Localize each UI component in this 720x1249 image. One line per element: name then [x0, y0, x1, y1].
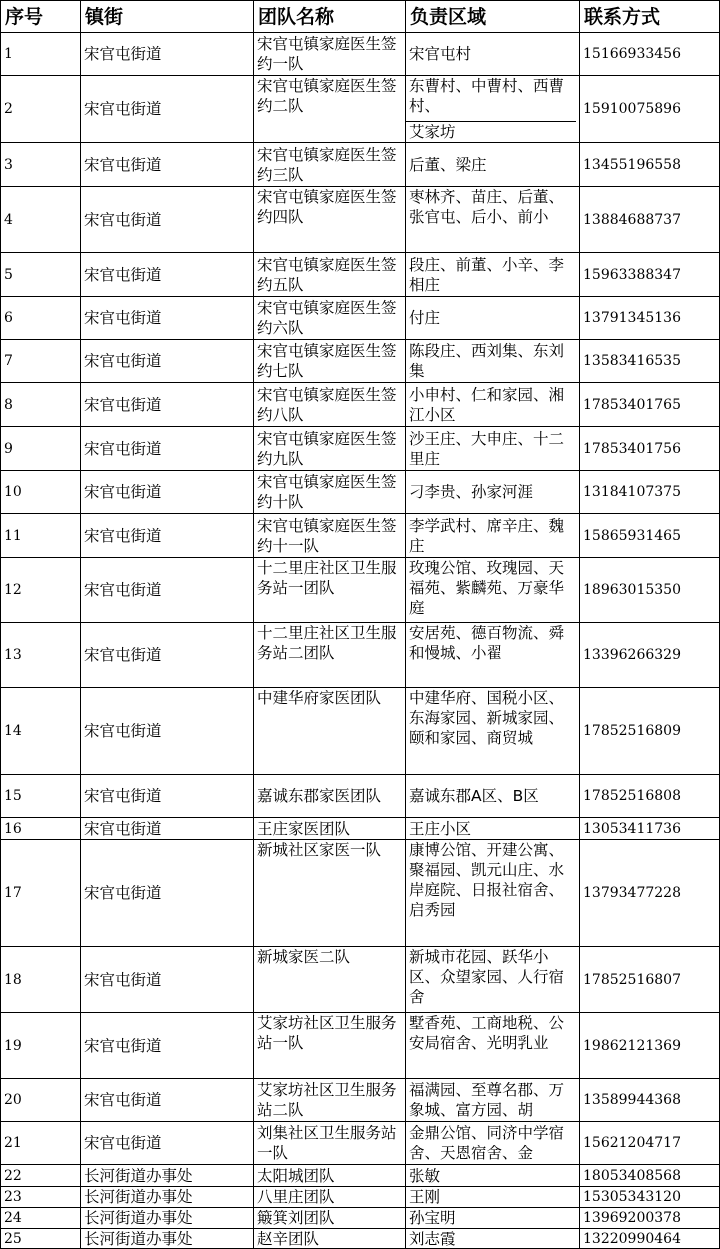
- contact-phone-text: 13969200378: [583, 1210, 681, 1226]
- table-cell-team-name: [254, 688, 406, 775]
- table-cell-service-area: [406, 340, 580, 383]
- table-cell-contact-phone: [580, 340, 720, 383]
- table-cell-service-area: [406, 143, 580, 187]
- contact-phone-text: 15305343120: [583, 1189, 681, 1205]
- table-cell-service-area: [406, 297, 580, 340]
- table-cell-service-area: [406, 1122, 580, 1165]
- table-cell-contact-phone: [580, 187, 720, 253]
- table-cell-contact-phone: [580, 76, 720, 143]
- table-cell-contact-phone: [580, 253, 720, 297]
- table-cell-row-number: [0, 33, 81, 76]
- contact-phone-text: 17853401756: [583, 440, 681, 457]
- table-cell-team-name: [254, 1013, 406, 1079]
- table-cell-service-area: [406, 840, 580, 947]
- service-area-text: 王刚: [409, 1188, 441, 1206]
- street-text: 宋官屯街道: [84, 265, 162, 284]
- header-contact-phone: [580, 0, 720, 33]
- table-cell-contact-phone: [580, 427, 720, 471]
- table-cell-street: [81, 688, 254, 775]
- header-label: 团队名称: [258, 5, 335, 28]
- table-cell-street: [81, 471, 254, 514]
- team-name-text: 宋官屯镇家庭医生签约八队: [257, 385, 397, 424]
- service-area-text: 小申村、仁和家园、湘江小区: [409, 385, 565, 424]
- contact-phone-text: 17853401765: [583, 396, 681, 413]
- row-number-text: 23: [4, 1189, 22, 1205]
- table-cell-street: [81, 1013, 254, 1079]
- table-cell-service-area: [406, 383, 580, 427]
- table-cell-team-name: [254, 340, 406, 383]
- row-number-text: 20: [4, 1092, 22, 1108]
- service-area-text: 王庄小区: [409, 819, 472, 838]
- contact-phone-text: 13589944368: [583, 1092, 681, 1108]
- table-cell-service-area: [406, 1013, 580, 1079]
- table-cell-team-name: [254, 1187, 406, 1208]
- table-cell-street: [81, 1229, 254, 1249]
- table-cell-contact-phone: [580, 383, 720, 427]
- team-name-text: 簸箕刘团队: [257, 1209, 335, 1227]
- header-row-number: [0, 0, 81, 33]
- table-cell-service-area: [406, 76, 580, 143]
- table-cell-service-area: [406, 427, 580, 471]
- table-cell-team-name: [254, 33, 406, 76]
- table-cell-service-area: [406, 471, 580, 514]
- table-cell-row-number: [0, 76, 81, 143]
- service-area-text: 枣林齐、苗庄、后董、张官屯、后小、前小: [409, 188, 565, 226]
- row-number-text: 3: [4, 156, 13, 173]
- table-cell-team-name: [254, 514, 406, 558]
- table-cell-service-area: [406, 688, 580, 775]
- header-street: [81, 0, 254, 33]
- table-cell-team-name: [254, 1079, 406, 1122]
- row-number-text: 14: [4, 723, 22, 739]
- header-service-area: [406, 0, 580, 33]
- street-text: 宋官屯街道: [84, 439, 162, 458]
- team-name-text: 宋官屯镇家庭医生签约七队: [257, 342, 397, 380]
- team-name-text: 新城社区家医一队: [257, 841, 382, 859]
- street-text: 长河街道办事处: [84, 1188, 193, 1206]
- team-name-text: 宋官屯镇家庭医生签约一队: [257, 35, 397, 73]
- service-area-text: 东曹村、中曹村、西曹村、: [409, 77, 565, 115]
- table-cell-street: [81, 775, 254, 818]
- row-number-text: 10: [4, 484, 22, 500]
- table-cell-contact-phone: [580, 33, 720, 76]
- table-cell-row-number: [0, 1079, 81, 1122]
- table-cell-contact-phone: [580, 143, 720, 187]
- row-number-text: 6: [4, 310, 13, 326]
- team-name-text: 艾家坊社区卫生服务站一队: [257, 1014, 397, 1052]
- table-cell-contact-phone: [580, 514, 720, 558]
- table-cell-contact-phone: [580, 297, 720, 340]
- table-cell-row-number: [0, 427, 81, 471]
- row-number-text: 18: [4, 971, 22, 988]
- street-text: 宋官屯街道: [84, 155, 162, 174]
- team-name-text: 宋官屯镇家庭医生签约二队: [257, 77, 397, 115]
- table-cell-contact-phone: [580, 1122, 720, 1165]
- row-number-text: 21: [4, 1135, 22, 1151]
- table-cell-service-area: [406, 1208, 580, 1229]
- service-area-text: 康博公馆、开建公寓、聚福园、凯元山庄、水岸庭院、日报社宿舍、启秀园: [409, 841, 565, 919]
- team-name-text: 宋官屯镇家庭医生签约九队: [257, 429, 397, 468]
- table-cell-street: [81, 33, 254, 76]
- service-area-text: 付庄: [409, 309, 441, 327]
- table-cell-street: [81, 623, 254, 688]
- contact-phone-text: 13791345136: [583, 310, 681, 326]
- street-text: 长河街道办事处: [84, 1209, 193, 1227]
- table-cell-team-name: [254, 1122, 406, 1165]
- team-name-text: 艾家坊社区卫生服务站二队: [257, 1081, 397, 1119]
- row-number-text: 13: [4, 647, 22, 663]
- table-cell-street: [81, 383, 254, 427]
- row-number-text: 2: [4, 101, 13, 117]
- header-label: 联系方式: [584, 5, 661, 28]
- service-area-text: 张敏: [409, 1166, 441, 1185]
- street-text: 宋官屯街道: [84, 1134, 162, 1152]
- team-name-text: 八里庄团队: [257, 1188, 335, 1206]
- table-cell-street: [81, 1079, 254, 1122]
- table-cell-service-area: [406, 818, 580, 840]
- contact-phone-text: 13884688737: [583, 211, 681, 228]
- row-number-text: 8: [4, 396, 13, 413]
- contact-phone-text: 15865931465: [583, 527, 681, 544]
- table-cell-row-number: [0, 340, 81, 383]
- team-name-text: 太阳城团队: [257, 1166, 335, 1185]
- contact-phone-text: 13184107375: [583, 484, 681, 500]
- header-label: 镇街: [85, 5, 124, 28]
- table-cell-team-name: [254, 840, 406, 947]
- row-number-text: 22: [4, 1167, 22, 1184]
- table-cell-service-area: [406, 1229, 580, 1249]
- street-text: 宋官屯街道: [84, 309, 162, 327]
- table-cell-team-name: [254, 775, 406, 818]
- table-cell-row-number: [0, 1165, 81, 1187]
- contact-phone-text: 13793477228: [583, 885, 681, 901]
- street-text: 宋官屯街道: [84, 526, 162, 545]
- contact-phone-text: 15963388347: [583, 266, 681, 283]
- table-cell-street: [81, 1187, 254, 1208]
- table-cell-team-name: [254, 76, 406, 143]
- street-text: 宋官屯街道: [84, 210, 162, 229]
- table-cell-team-name: [254, 187, 406, 253]
- contact-phone-text: 13053411736: [583, 820, 681, 837]
- table-cell-contact-phone: [580, 840, 720, 947]
- table-cell-street: [81, 558, 254, 623]
- street-text: 宋官屯街道: [84, 819, 162, 838]
- street-text: 宋官屯街道: [84, 884, 162, 902]
- contact-phone-text: 13396266329: [583, 647, 681, 663]
- team-name-text: 宋官屯镇家庭医生签约十队: [257, 473, 397, 511]
- street-text: 宋官屯街道: [84, 787, 162, 805]
- service-area-text: 刁李贵、孙家河涯: [409, 483, 534, 501]
- contact-phone-text: 15910075896: [583, 101, 681, 117]
- table-cell-team-name: [254, 818, 406, 840]
- service-area-extra-text: 艾家坊: [409, 123, 456, 141]
- table-cell-team-name: [254, 1208, 406, 1229]
- table-cell-service-area: [406, 1187, 580, 1208]
- service-area-text: 宋官屯村: [409, 45, 472, 63]
- row-number-text: 1: [4, 46, 13, 62]
- table-cell-row-number: [0, 1229, 81, 1249]
- team-name-text: 嘉诚东郡家医团队: [257, 787, 382, 805]
- row-number-text: 9: [4, 440, 13, 457]
- table-cell-team-name: [254, 297, 406, 340]
- table-cell-service-area: [406, 187, 580, 253]
- table-cell-contact-phone: [580, 818, 720, 840]
- street-text: 宋官屯街道: [84, 483, 162, 501]
- table-cell-service-area: [406, 775, 580, 818]
- table-cell-row-number: [0, 623, 81, 688]
- contact-phone-text: 19862121369: [583, 1037, 681, 1054]
- table-cell-team-name: [254, 253, 406, 297]
- table-cell-street: [81, 76, 254, 143]
- table-cell-row-number: [0, 818, 81, 840]
- service-area-text: 玫瑰公馆、玫瑰园、天福苑、紫麟苑、万豪华庭: [409, 559, 565, 617]
- table-cell-contact-phone: [580, 558, 720, 623]
- table-cell-team-name: [254, 427, 406, 471]
- service-area-text: 段庄、前董、小辛、李相庄: [409, 255, 565, 294]
- street-text: 宋官屯街道: [84, 1036, 162, 1055]
- team-name-text: 中建华府家医团队: [257, 689, 382, 707]
- table-cell-row-number: [0, 187, 81, 253]
- contact-phone-text: 13455196558: [583, 156, 681, 173]
- table-cell-contact-phone: [580, 1187, 720, 1208]
- street-text: 宋官屯街道: [84, 1091, 162, 1109]
- service-area-text: 金鼎公馆、同济中学宿舍、天恩宿舍、金: [409, 1124, 565, 1162]
- table-cell-service-area: [406, 253, 580, 297]
- header-label: 负责区域: [410, 5, 487, 28]
- table-cell-street: [81, 947, 254, 1013]
- service-area-text: 沙王庄、大申庄、十二里庄: [409, 429, 565, 468]
- row-number-text: 15: [4, 788, 22, 804]
- table-cell-row-number: [0, 383, 81, 427]
- table-cell-team-name: [254, 383, 406, 427]
- street-text: 宋官屯街道: [84, 395, 162, 414]
- table-cell-service-area: [406, 1165, 580, 1187]
- table-cell-team-name: [254, 947, 406, 1013]
- table-cell-row-number: [0, 143, 81, 187]
- header-team-name: [254, 0, 406, 33]
- street-text: 宋官屯街道: [84, 722, 162, 740]
- table-cell-street: [81, 340, 254, 383]
- service-area-text: 新城市花园、跃华小区、众望家园、人行宿舍: [409, 948, 565, 1006]
- table-cell-street: [81, 1165, 254, 1187]
- row-number-text: 16: [4, 820, 22, 837]
- team-name-text: 宋官屯镇家庭医生签约四队: [257, 188, 397, 226]
- service-area-text: 中建华府、国税小区、东海家园、新城家园、颐和家园、商贸城: [409, 689, 565, 747]
- table-cell-service-area: [406, 558, 580, 623]
- team-name-text: 宋官屯镇家庭医生签约十一队: [257, 516, 397, 555]
- table-cell-contact-phone: [580, 688, 720, 775]
- row-number-text: 19: [4, 1037, 22, 1054]
- service-area-text: 福满园、至尊名郡、万象城、富方园、胡: [409, 1081, 565, 1119]
- table-cell-row-number: [0, 1187, 81, 1208]
- table-cell-row-number: [0, 1122, 81, 1165]
- contact-phone-text: 15621204717: [583, 1135, 681, 1151]
- team-name-text: 宋官屯镇家庭医生签约五队: [257, 255, 397, 294]
- row-number-text: 7: [4, 353, 13, 369]
- table-cell-team-name: [254, 143, 406, 187]
- service-area-text: 孙宝明: [409, 1209, 456, 1227]
- table-cell-service-area: [406, 623, 580, 688]
- table-cell-street: [81, 1122, 254, 1165]
- table-cell-row-number: [0, 947, 81, 1013]
- team-name-text: 宋官屯镇家庭医生签约三队: [257, 145, 397, 184]
- table-cell-street: [81, 297, 254, 340]
- row-number-text: 5: [4, 266, 13, 283]
- team-name-text: 新城家医二队: [257, 948, 351, 966]
- street-text: 宋官屯街道: [84, 970, 162, 989]
- table-cell-row-number: [0, 514, 81, 558]
- table-cell-service-area: [406, 33, 580, 76]
- table-cell-street: [81, 427, 254, 471]
- service-area-text: 墅香苑、工商地税、公安局宿舍、光明乳业: [409, 1014, 565, 1052]
- service-area-text: 安居苑、德百物流、舜和慢城、小翟: [409, 624, 565, 662]
- contact-phone-text: 17852516807: [583, 971, 681, 988]
- row-number-text: 25: [4, 1230, 22, 1247]
- table-cell-service-area: [406, 514, 580, 558]
- street-text: 宋官屯街道: [84, 352, 162, 370]
- contact-phone-text: 13583416535: [583, 353, 681, 369]
- table-cell-contact-phone: [580, 947, 720, 1013]
- table-cell-service-area: [406, 947, 580, 1013]
- street-text: 长河街道办事处: [84, 1166, 193, 1185]
- table-cell-row-number: [0, 558, 81, 623]
- team-name-text: 王庄家医团队: [257, 819, 351, 838]
- row-number-text: 11: [4, 527, 22, 544]
- service-area-text: 陈段庄、西刘集、东刘集: [409, 342, 565, 380]
- service-area-text: 后董、梁庄: [409, 155, 487, 174]
- service-area-text: 刘志霞: [409, 1229, 456, 1248]
- header-label: 序号: [5, 5, 44, 28]
- row-number-text: 17: [4, 885, 22, 901]
- table-cell-contact-phone: [580, 1229, 720, 1249]
- table-cell-street: [81, 514, 254, 558]
- contact-phone-text: 15166933456: [583, 46, 681, 62]
- row-number-text: 12: [4, 582, 22, 598]
- contact-phone-text: 18053408568: [583, 1167, 681, 1184]
- table-cell-row-number: [0, 1208, 81, 1229]
- table-cell-team-name: [254, 623, 406, 688]
- table-cell-contact-phone: [580, 471, 720, 514]
- contact-phone-text: 13220990464: [583, 1230, 681, 1247]
- table-cell-street: [81, 143, 254, 187]
- service-area-text: 李学武村、席辛庄、魏庄: [409, 516, 565, 555]
- table-cell-contact-phone: [580, 1208, 720, 1229]
- table-cell-contact-phone: [580, 775, 720, 818]
- table-cell-row-number: [0, 471, 81, 514]
- table-cell-team-name: [254, 471, 406, 514]
- street-text: 宋官屯街道: [84, 100, 162, 118]
- team-name-text: 十二里庄社区卫生服务站二团队: [257, 624, 397, 662]
- table-cell-row-number: [0, 840, 81, 947]
- contact-phone-text: 18963015350: [583, 582, 681, 598]
- table-cell-street: [81, 818, 254, 840]
- team-name-text: 赵辛团队: [257, 1229, 320, 1248]
- street-text: 宋官屯街道: [84, 45, 162, 63]
- table-cell-team-name: [254, 1229, 406, 1249]
- team-name-text: 十二里庄社区卫生服务站一团队: [257, 559, 397, 597]
- table-cell-service-area: [406, 1079, 580, 1122]
- contact-phone-text: 17852516808: [583, 788, 681, 804]
- table-cell-street: [81, 253, 254, 297]
- table-cell-contact-phone: [580, 1079, 720, 1122]
- table-cell-row-number: [0, 688, 81, 775]
- table-cell-street: [81, 840, 254, 947]
- team-name-text: 宋官屯镇家庭医生签约六队: [257, 299, 397, 337]
- table-cell-street: [81, 1208, 254, 1229]
- service-area-text: 嘉诚东郡A区、B区: [409, 787, 539, 805]
- table-cell-team-name: [254, 1165, 406, 1187]
- table-cell-row-number: [0, 1013, 81, 1079]
- row-number-text: 4: [4, 211, 13, 228]
- row-number-text: 24: [4, 1210, 22, 1226]
- table-cell-contact-phone: [580, 623, 720, 688]
- table-cell-contact-phone: [580, 1165, 720, 1187]
- table-cell-contact-phone: [580, 1013, 720, 1079]
- contact-phone-text: 17852516809: [583, 723, 681, 739]
- table-cell-row-number: [0, 297, 81, 340]
- team-name-text: 刘集社区卫生服务站一队: [257, 1124, 397, 1162]
- table-cell-row-number: [0, 775, 81, 818]
- street-text: 长河街道办事处: [84, 1229, 193, 1248]
- street-text: 宋官屯街道: [84, 581, 162, 599]
- street-text: 宋官屯街道: [84, 646, 162, 664]
- table-cell-street: [81, 187, 254, 253]
- table-cell-team-name: [254, 558, 406, 623]
- table-cell-row-number: [0, 253, 81, 297]
